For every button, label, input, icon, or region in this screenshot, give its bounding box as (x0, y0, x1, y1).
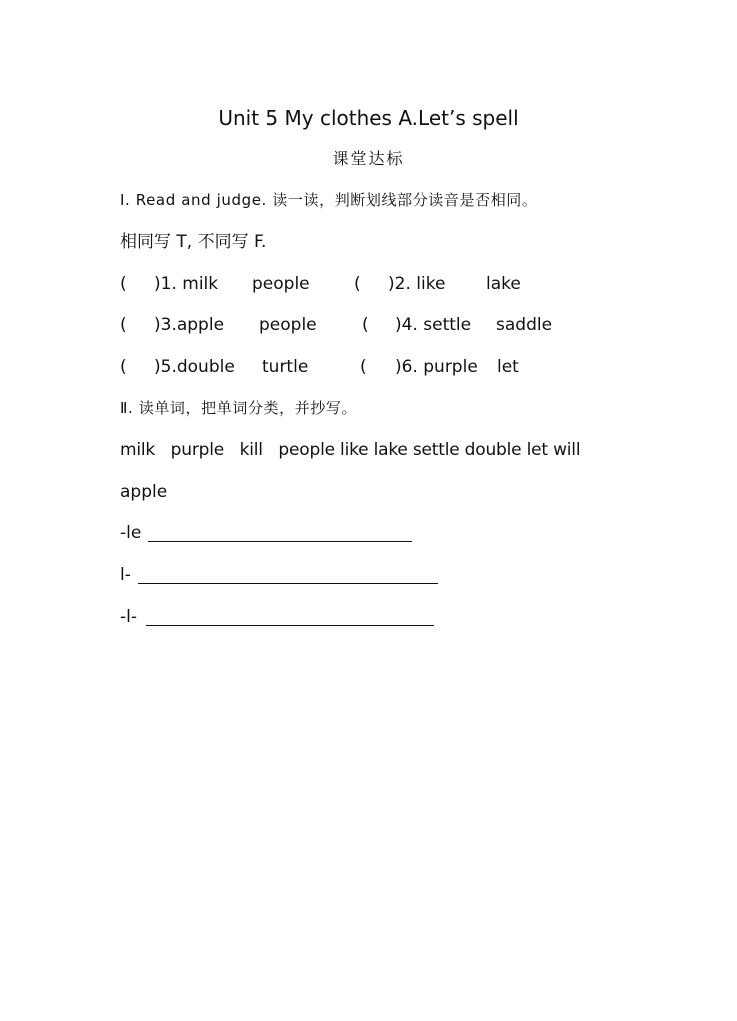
item-2-label: )2. like (388, 274, 446, 294)
answer-blank-1[interactable]: ( (120, 274, 127, 294)
category-le-label: -le (120, 523, 142, 543)
category-l-start-writing-line[interactable] (138, 583, 438, 584)
item-3-word: people (259, 315, 317, 335)
judge-row-2 (120, 313, 640, 337)
item-6-word: let (497, 357, 519, 377)
part1-instruction: 相同写 T, 不同写 F. (120, 232, 267, 252)
item-5-label: )5.double (154, 357, 235, 377)
answer-blank-5[interactable]: ( (120, 357, 127, 377)
answer-blank-4[interactable]: ( (362, 315, 369, 335)
item-4-label: )4. settle (395, 315, 472, 335)
part1-heading: Ⅰ. Read and judge. 读一读，判断划线部分读音是否相同。 (120, 191, 538, 209)
item-1-word: people (252, 274, 310, 294)
category-le (120, 521, 420, 545)
judge-row-3 (120, 355, 640, 379)
page-subtitle: 课堂达标 (332, 149, 405, 168)
item-6-label: )6. purple (395, 357, 478, 377)
category-le-writing-line[interactable] (148, 541, 412, 542)
judge-row-1 (120, 272, 640, 296)
word-bank-line-1: milk purple kill people like lake settle double let will (120, 440, 581, 460)
word-bank-line-2: apple (120, 482, 168, 502)
item-1-label: )1. milk (154, 274, 219, 294)
item-2-word: lake (486, 274, 521, 294)
item-5-word: turtle (262, 357, 309, 377)
answer-blank-2[interactable]: ( (354, 274, 361, 294)
answer-blank-6[interactable]: ( (360, 357, 367, 377)
answer-blank-3[interactable]: ( (120, 315, 127, 335)
category-l-middle-writing-line[interactable] (146, 625, 434, 626)
category-l-start (120, 563, 440, 587)
category-l-middle-label: -l- (120, 607, 137, 627)
item-3-label: )3.apple (154, 315, 225, 335)
page-title: Unit 5 My clothes A.Let’s spell (218, 106, 519, 130)
category-l-start-label: l- (120, 565, 131, 585)
category-l-middle (120, 605, 440, 629)
part2-heading: Ⅱ. 读单词，把单词分类，并抄写。 (120, 399, 358, 417)
item-4-word: saddle (496, 315, 553, 335)
